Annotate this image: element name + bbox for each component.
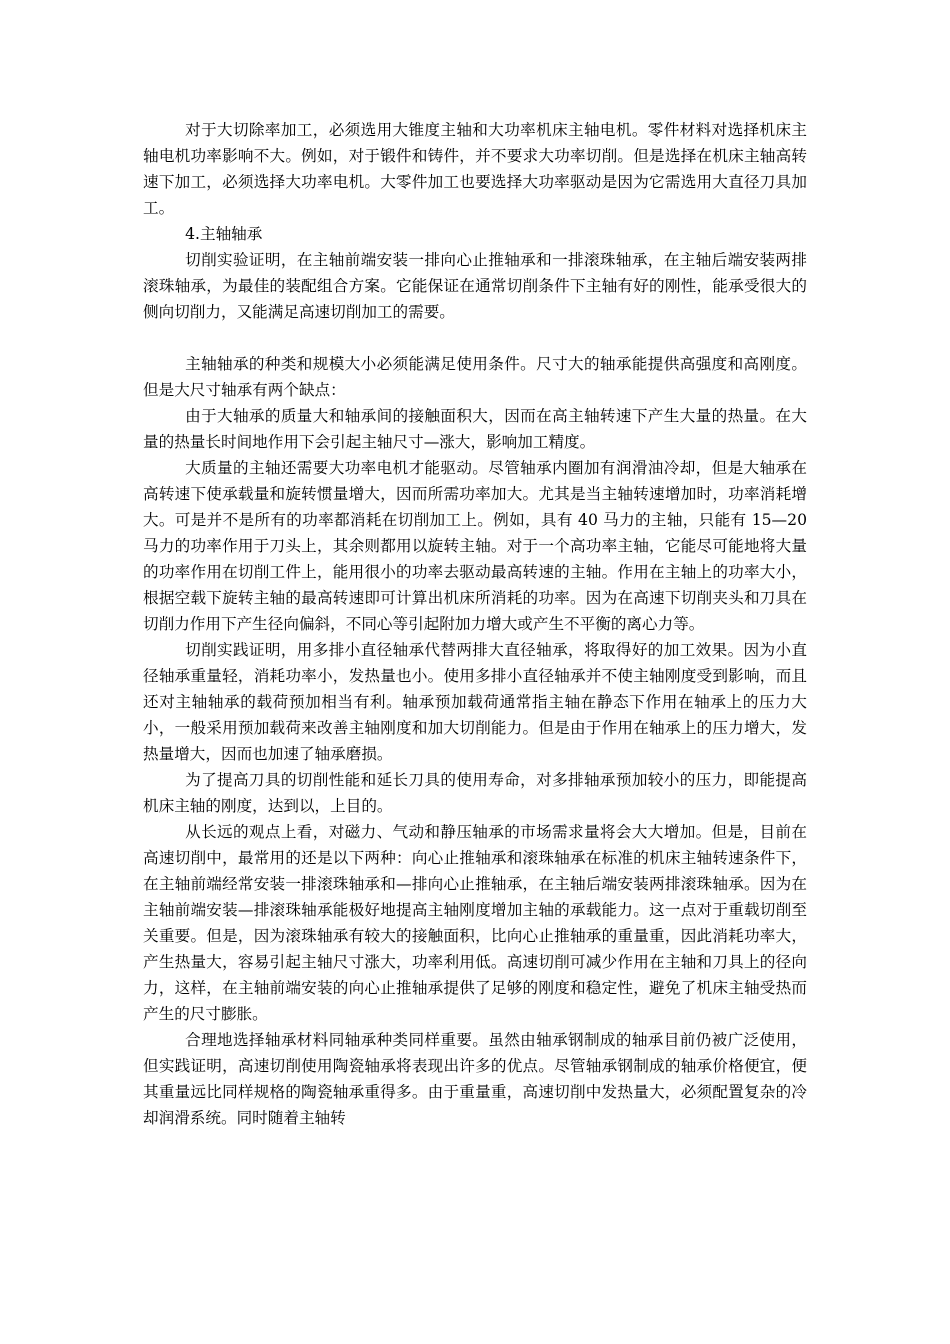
paragraph-bearing-material: 合理地选择轴承材料同轴承种类同样重要。虽然由轴承钢制成的轴承目前仍被广泛使用，但实践证明，高速切削使用陶瓷轴承将表现出许多的优点。尽管轴承钢制成的轴承价格便宜，便其重量远比同样规格的陶瓷轴承重得多。由于重量重，高速切削中发热量大，必须配置复杂的冷却润滑系统。同时随着主轴转 bbox=[143, 1031, 807, 1127]
document-page bbox=[143, 117, 807, 1131]
paragraph-power-drawback: 大质量的主轴还需要大功率电机才能驱动。尽管轴承内圈加有润滑油冷却，但是大轴承在高转速下使承载量和旋转惯量增大，因而所需功率加大。尤其是当主轴转速增加时，功率消耗增大。可是并不是所有的功率都消耗在切削加工上。例如，具有 40 马力的主轴，只能有 15—20 马力的功率作用于刀头上，其余则都用以旋转主轴。对于一个高功率主轴，它能尽可能地将大量的功率作用在切削工件上，能用很小的功率去驱动最高转速的主轴。作用在主轴上的功率大小，根据空载下旋转主轴的最高转速即可计算出机床所消耗的功率。因为在高速下切削夹头和刀具在切削力作用下产生径向偏斜，不同心等引起附加力增大或产生不平衡的离心力等。 bbox=[143, 459, 807, 633]
paragraph-small-bearings: 切削实践证明，用多排小直径轴承代替两排大直径轴承，将取得好的加工效果。因为小直径轴承重量轻，消耗功率小，发热量也小。使用多排小直径轴承并不使主轴刚度受到影响，而且还对主轴轴承的载荷预加相当有利。轴承预加载荷通常指主轴在静态下作用在轴承上的压力大小，一般采用预加载荷来改善主轴刚度和加大切削能力。但是由于作用在轴承上的压力增大，发热量增大，因而也加速了轴承磨损。 bbox=[143, 641, 807, 763]
paragraph-bearing-types: 从长远的观点上看，对磁力、气动和静压轴承的市场需求量将会大大增加。但是，目前在高速切削中，最常用的还是以下两种：向心止推轴承和滚珠轴承在标准的机床主轴转速条件下，在主轴前端经常安装一排滚珠轴承和—排向心止推轴承，在主轴后端安装两排滚珠轴承。因为在主轴前端安装—排滚珠轴承能极好地提高主轴刚度增加主轴的承载能力。这一点对于重载切削至关重要。但是，因为滚珠轴承有较大的接触面积，比向心止推轴承的重量重，因此消耗功率大，产生热量大，容易引起主轴尺寸涨大，功率利用低。高速切削可减少作用在主轴和刀具上的径向力，这样，在主轴前端安装的向心止推轴承提供了足够的刚度和稳定性，避免了机床主轴受热而产生的尺寸膨胀。 bbox=[143, 823, 807, 1023]
paragraph-heat-drawback: 由于大轴承的质量大和轴承间的接触面积大，因而在高主轴转速下产生大量的热量。在大量的热量长时间地作用下会引起主轴尺寸—涨大，影响加工精度。 bbox=[143, 407, 807, 451]
section-heading-spindle-bearing: 4.主轴轴承 bbox=[185, 225, 263, 243]
paragraph-bearing-arrangement: 切削实验证明，在主轴前端安装一排向心止推轴承和一排滚珠轴承，在主轴后端安装两排滚珠轴承，为最佳的装配组合方案。它能保证在通常切削条件下主轴有好的刚性，能承受很大的侧向切削力，又能满足高速切削加工的需要。 bbox=[143, 251, 807, 321]
paragraph-power-selection: 对于大切除率加工，必须选用大锥度主轴和大功率机床主轴电机。零件材料对选择机床主轴电机功率影响不大。例如，对于锻件和铸件，并不要求大功率切削。但是选择在机床主轴高转速下加工，必须选择大功率电机。大零件加工也要选择大功率驱动是因为它需选用大直径刀具加工。 bbox=[143, 121, 807, 217]
paragraph-preload: 为了提高刀具的切削性能和延长刀具的使用寿命，对多排轴承预加较小的压力，即能提高机床主轴的刚度，达到以，上目的。 bbox=[143, 771, 807, 815]
paragraph-bearing-size: 主轴轴承的种类和规模大小必须能满足使用条件。尺寸大的轴承能提供高强度和高刚度。但是大尺寸轴承有两个缺点： bbox=[143, 355, 807, 399]
